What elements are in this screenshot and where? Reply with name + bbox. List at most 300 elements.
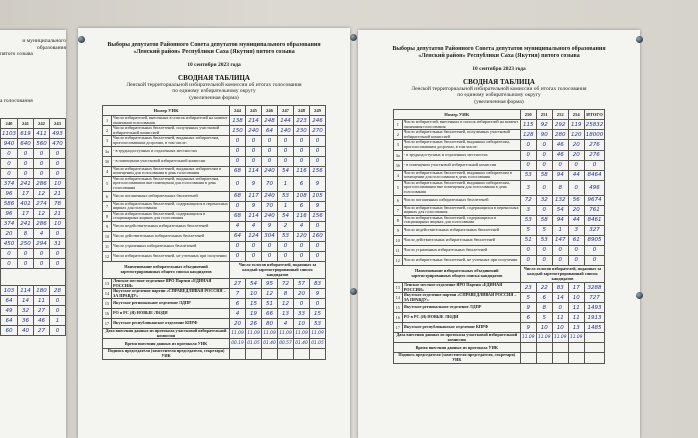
row-number: 8 [103, 211, 112, 221]
cell-value: 17 [18, 209, 34, 219]
cell-value: 44 [568, 215, 584, 225]
footer-label: Дата внесения данных из протокола участковой избирательной комиссии [393, 333, 520, 343]
table-row [103, 211, 326, 221]
footer-label: Подпись председателя (заместителя председателя, секретаря) УИК [103, 349, 230, 359]
cell-value: 240 [246, 126, 262, 136]
table-row [393, 180, 605, 195]
table-row [1, 239, 66, 249]
row-number: 17 [393, 323, 402, 333]
title-line2: «Ленский район» Республики Саха (Якутия) пятого созыва [133, 49, 295, 55]
cell-value: 9 [246, 201, 262, 211]
cell-value: 0 [552, 255, 568, 265]
cell-value: 140 [278, 126, 294, 136]
row-number: 17 [103, 319, 112, 329]
footer-value [568, 353, 584, 363]
table-row [103, 191, 326, 201]
column-header: 247 [278, 106, 294, 116]
vote-count: 13 [568, 323, 584, 333]
cell-value: 0 [50, 169, 66, 179]
party-row [1, 316, 66, 326]
footer-label: Подпись председателя (заместителя председателя, секретаря) УИК [393, 353, 520, 363]
cell-value: 411 [34, 129, 50, 139]
party-row [393, 303, 605, 313]
row-number: 3б [103, 156, 112, 166]
footer-value [310, 349, 326, 359]
column-header: 246 [262, 106, 278, 116]
cell-value: 0 [278, 251, 294, 261]
cell-value: 0 [1, 169, 18, 179]
row-number: 7 [393, 205, 402, 215]
cell-value: 0 [50, 229, 66, 239]
cell-value: 240 [262, 191, 278, 201]
table-row [393, 140, 605, 150]
row-label: Число утраченных избирательных бюллетеней [402, 245, 520, 255]
column-header: 249 [310, 106, 326, 116]
cell-value: 21 [50, 209, 66, 219]
cell-value: 0 [1, 259, 18, 269]
cell-value: 0 [262, 251, 278, 261]
row-number: 13 [393, 282, 402, 292]
table-row [103, 156, 326, 166]
table-row [1, 209, 66, 219]
cell-value: 64 [230, 231, 246, 241]
column-header: 248 [294, 106, 310, 116]
vote-count: 36 [18, 316, 34, 326]
row-label: Число избирательных бюллетеней, выданных избирателям в помещении для голосования в день голосования [402, 170, 520, 180]
vote-count: 32 [18, 306, 34, 316]
cell-value: 8 [552, 180, 568, 195]
footer-value [520, 353, 536, 363]
cell-value: 0 [310, 251, 326, 261]
cell-value: 0 [310, 156, 326, 166]
vote-count: 114 [18, 286, 34, 296]
table-row [103, 126, 326, 136]
table-row [103, 241, 326, 251]
vote-count: 180 [34, 286, 50, 296]
cell-value: 20 [568, 140, 584, 150]
vote-count: 20 [294, 289, 310, 299]
cell-value: 12 [34, 209, 50, 219]
footer-value: 11.09 [536, 333, 552, 343]
row-number: 5 [393, 180, 402, 195]
cell-value: 0 [294, 156, 310, 166]
cell-value: 150 [230, 126, 246, 136]
cell-value: 53 [278, 231, 294, 241]
cell-value: 46 [552, 150, 568, 160]
cell-value: 0 [536, 150, 552, 160]
cell-value: 160 [310, 231, 326, 241]
column-header: 242 [34, 119, 50, 129]
cell-value: 940 [1, 139, 18, 149]
vote-count: 11 [568, 303, 584, 313]
cell-value: 0 [294, 146, 310, 156]
cell-value: 8464 [584, 170, 605, 180]
row-number: 11 [103, 241, 112, 251]
cell-value: 20 [568, 205, 584, 215]
footer-value: 00.19 [230, 339, 246, 349]
cell-value: 9 [246, 176, 262, 191]
footer-value: 00.57 [278, 339, 294, 349]
pin-icon [78, 36, 85, 43]
cell-value: 124 [246, 231, 262, 241]
cell-value: 58 [536, 170, 552, 180]
table-row [1, 149, 66, 159]
table-row [1, 179, 66, 189]
party-row [103, 278, 326, 288]
cell-value: 32 [536, 195, 552, 205]
summary-sub3: (увеличенная форма) [189, 94, 239, 101]
cell-value: 54 [278, 211, 294, 221]
cell-value: 64 [262, 126, 278, 136]
row-number: 1 [103, 116, 112, 126]
cell-value: 115 [520, 120, 536, 130]
cell-value: 0 [34, 249, 50, 259]
cell-value: 0 [50, 159, 66, 169]
vote-count: 10 [552, 323, 568, 333]
cell-value: 292 [552, 120, 568, 130]
party-row [1, 296, 66, 306]
table-row [103, 221, 326, 231]
vote-count: 8 [536, 303, 552, 313]
cell-value: 147 [552, 235, 568, 245]
cell-value: 270 [310, 126, 326, 136]
cell-value: 156 [310, 211, 326, 221]
row-label: Число избирательных бюллетеней, выданных избирателям, проголосовавшим вне помещения для голосования в день голосования [112, 176, 230, 191]
vote-count: 64 [1, 296, 18, 306]
cell-value: 20 [1, 229, 18, 239]
vote-count: 11 [568, 313, 584, 323]
vote-count: 1913 [584, 313, 605, 323]
cell-value: 640 [18, 139, 34, 149]
footer-value [536, 343, 552, 353]
cell-value: 6 [294, 201, 310, 211]
cell-value: 68 [230, 166, 246, 176]
table-row [393, 245, 605, 255]
cell-value: 0 [584, 160, 605, 170]
table-row [103, 231, 326, 241]
cell-value: 0 [230, 176, 246, 191]
footer-row [393, 343, 605, 353]
cell-value: 286 [34, 219, 50, 229]
cell-value: 9 [262, 221, 278, 231]
vote-count: 0 [310, 299, 326, 309]
cell-value: 17 [18, 189, 34, 199]
vote-count: 0 [294, 299, 310, 309]
cell-value: 116 [294, 211, 310, 221]
cell-value: 0 [520, 160, 536, 170]
vote-count: 1485 [584, 323, 605, 333]
row-label: Число недействительных избирательных бюллетеней [402, 225, 520, 235]
cell-value: 156 [310, 166, 326, 176]
table-row [103, 146, 326, 156]
vote-count: 60 [1, 326, 18, 336]
footer-value: 01.40 [262, 339, 278, 349]
cell-value: 496 [584, 180, 605, 195]
column-header: Номер УИК [103, 106, 230, 116]
left-sheet [0, 30, 66, 438]
vote-count: 27 [230, 278, 246, 288]
column-header: 241 [18, 119, 34, 129]
cell-value: 120 [294, 231, 310, 241]
vote-count: 0 [552, 303, 568, 313]
footer-row [103, 349, 326, 359]
summary-title-right: СВОДНАЯ ТАБЛИЦА [463, 77, 535, 86]
vote-count: 27 [34, 306, 50, 316]
cell-value: 0 [34, 259, 50, 269]
cell-value: 0 [278, 146, 294, 156]
vote-count: 53 [310, 319, 326, 329]
cell-value: 470 [50, 139, 66, 149]
row-number: 10 [103, 231, 112, 241]
party-label: Якутское республиканское отделение КПРФ [112, 319, 230, 329]
footer-value [262, 349, 278, 359]
table-row [1, 189, 66, 199]
cell-value: 230 [294, 126, 310, 136]
cell-value: 240 [262, 166, 278, 176]
row-number: 8 [393, 215, 402, 225]
party-row [103, 299, 326, 309]
row-label: Число избирательных бюллетеней, выданных избирателям в помещении для голосования в день голосования [112, 166, 230, 176]
cell-value: 96 [1, 209, 18, 219]
row-label: Число избирательных бюллетеней, содержащихся в переносных ящиках для голосования [113, 200, 228, 211]
party-row [1, 286, 66, 296]
cell-value: 0 [1, 149, 18, 159]
row-number: 6 [103, 191, 112, 201]
cell-value: 4 [34, 229, 50, 239]
row-number: 14 [103, 289, 112, 299]
cell-value: 1103 [2, 130, 16, 137]
vote-count: 10 [568, 293, 584, 303]
table-row [393, 225, 605, 235]
footer-label: Время внесения данных из протокола УИК [393, 343, 520, 353]
cell-value: 0 [278, 241, 294, 251]
cell-value: 0 [50, 149, 66, 159]
row-number: 3б [393, 160, 402, 170]
cell-value: 54 [552, 205, 568, 215]
vote-count: 9 [520, 323, 536, 333]
vote-count: 51 [262, 299, 278, 309]
cell-value: 61 [568, 235, 584, 245]
table-row [1, 259, 66, 269]
footer-value [552, 353, 568, 363]
vote-count: 5 [536, 313, 552, 323]
cell-value: 0 [568, 255, 584, 265]
vote-count: 57 [294, 278, 310, 288]
row-label: Число избирательных бюллетеней, содержащихся в стационарных ящиках для голосования [112, 211, 230, 221]
cell-value: 12 [34, 189, 50, 199]
cell-value: 114 [246, 166, 262, 176]
cell-value: 0 [536, 140, 552, 150]
left-header-line1: и муниципального образования [22, 38, 66, 51]
footer-value [552, 343, 568, 353]
cell-value: 0 [34, 159, 50, 169]
cell-value: 374 [1, 179, 18, 189]
right-results-table [393, 109, 606, 364]
footer-value [294, 349, 310, 359]
row-label: Число избирательных бюллетеней, не учтенных при получении [402, 255, 520, 265]
row-number: 12 [103, 251, 112, 261]
cell-value: 53 [536, 235, 552, 245]
row-number: 7 [103, 201, 112, 211]
row-label: Число избирательных бюллетеней, выданных избирателям, проголосовавшим досрочно, в том числе: [402, 140, 520, 150]
cell-value: 114 [246, 211, 262, 221]
cell-value: 0 [278, 156, 294, 166]
row-label: Число избирателей, внесенных в список избирателей на момент окончания голосования [112, 116, 230, 126]
cell-value: 0 [230, 251, 246, 261]
cell-value: 0 [18, 249, 34, 259]
column-header: 254 [568, 110, 584, 120]
cell-value: 138 [230, 116, 246, 126]
row-label: - в помещении участковой избирательной комиссии [112, 156, 230, 166]
column-header: 243 [50, 119, 66, 129]
table-row [1, 139, 66, 149]
cell-value: 53 [520, 170, 536, 180]
footer-value [536, 353, 552, 363]
row-label: Число избирательных бюллетеней, содержащихся в переносных ящиках для голосования [403, 204, 519, 215]
cell-value: 119 [568, 120, 584, 130]
table-row [1, 229, 66, 239]
cell-value: 8905 [584, 235, 605, 245]
row-number: 6 [393, 195, 402, 205]
cell-value: 0 [568, 180, 584, 195]
cell-value: 586 [1, 199, 18, 209]
cell-value: 117 [246, 191, 262, 201]
parties-header-row [103, 261, 326, 278]
cell-value: 116 [294, 166, 310, 176]
row-number: 3а [393, 150, 402, 160]
parties-header-left: Наименование избирательных объединений зарегистрированных общего списка кандидатов [103, 261, 230, 278]
cell-value: 72 [520, 195, 536, 205]
row-label: Число избирательных бюллетеней, содержащихся в стационарных ящиках для голосования [402, 215, 520, 225]
cell-value: 0 [18, 259, 34, 269]
cell-value: 132 [552, 195, 568, 205]
row-label: Число избирательных бюллетеней, полученных участковой избирательной комиссией [402, 130, 520, 140]
table-row [393, 170, 605, 180]
table-row [393, 160, 605, 170]
cell-value: 0 [18, 159, 34, 169]
cell-value: 250 [18, 239, 34, 249]
column-header: 240 [1, 119, 18, 129]
table-row [393, 195, 605, 205]
cell-value: 56 [568, 195, 584, 205]
party-label: Якутское республиканское отделение КПРФ [402, 323, 520, 333]
parties-header-right: Число голосов избирателей, поданных за каждый зарегистрированный список кандидатов [520, 265, 605, 282]
vote-count: 7 [230, 289, 246, 299]
cell-value: 276 [584, 150, 605, 160]
summary-sub2: по единому избирательному округу [172, 88, 256, 94]
cell-value: 248 [262, 116, 278, 126]
vote-count: 49 [1, 306, 18, 316]
table-row [393, 130, 605, 140]
cell-value: 0 [1, 159, 18, 169]
vote-count: 20 [230, 319, 246, 329]
row-number: 15 [103, 299, 112, 309]
cell-value: 31 [50, 239, 66, 249]
vote-count: 0 [50, 306, 66, 316]
footer-value [584, 353, 605, 363]
cell-value: 44 [568, 170, 584, 180]
table-row [103, 136, 326, 146]
vote-count: 4 [278, 319, 294, 329]
cell-value: 0 [50, 259, 66, 269]
row-label: Число избирательных бюллетеней, не учтенных при получении [112, 251, 230, 261]
vote-count: 83 [310, 278, 326, 288]
footer-value [246, 349, 262, 359]
footer-value [520, 343, 536, 353]
row-number: 10 [393, 235, 402, 245]
vote-count: 0 [50, 296, 66, 306]
middle-results-table [102, 105, 326, 360]
row-number: 1 [393, 120, 402, 130]
vote-count: 12 [262, 289, 278, 299]
cell-value: 10 [50, 179, 66, 189]
cell-value: 0 [520, 150, 536, 160]
cell-value: 3 [520, 180, 536, 195]
cell-value: 450 [1, 239, 18, 249]
cell-value: 0 [246, 241, 262, 251]
table-row [393, 235, 605, 245]
table-row [103, 166, 326, 176]
cell-value: 241 [18, 219, 34, 229]
column-header: Номер УИК [393, 110, 520, 120]
cell-value: 0 [520, 255, 536, 265]
row-label: Число избирательных бюллетеней, выданных избирателям, проголосовавшим досрочно, в том числе: [112, 136, 230, 146]
title-line1-right: Выборы депутатов Районного Совета депутатов муниципального образования [392, 46, 606, 52]
vote-count: 22 [536, 282, 552, 292]
cell-value: 1 [278, 201, 294, 211]
cell-value: 21 [50, 189, 66, 199]
cell-value: 6 [294, 176, 310, 191]
row-label: - в труднодоступных и отдаленных местностях [112, 146, 230, 156]
vote-count: 72 [278, 278, 294, 288]
vote-count: 40 [18, 326, 34, 336]
table-row [103, 201, 326, 211]
pin-icon [350, 288, 357, 295]
cell-value: 8461 [584, 215, 605, 225]
election-date-right: 10 сентября 2023 года [472, 66, 526, 72]
vote-count: 10 [246, 289, 262, 299]
cell-value: 0 [310, 146, 326, 156]
row-label: - в труднодоступных и отдаленных местностях [402, 150, 520, 160]
footer-row [393, 353, 605, 363]
row-number: 4 [103, 166, 112, 176]
row-label: Число избирателей, внесенных в список избирателей на момент окончания голосования [402, 120, 520, 130]
vote-count: 9 [310, 289, 326, 299]
cell-value: 0 [536, 160, 552, 170]
footer-value: 11.09 [262, 329, 278, 339]
row-number: 3 [103, 136, 112, 146]
table-row [103, 176, 326, 191]
cell-value: 4 [294, 221, 310, 231]
cell-value: 1 [278, 176, 294, 191]
cell-value: 286 [34, 179, 50, 189]
footer-value [278, 349, 294, 359]
parties-header-right: Число голосов избирателей, поданных за каждый зарегистрированный список кандидатов [230, 261, 326, 278]
cell-value: 51 [520, 235, 536, 245]
vote-count: 54 [246, 278, 262, 288]
footer-value: 11.09 [552, 333, 568, 343]
table-row [1, 169, 66, 179]
cell-value: 5 [520, 225, 536, 235]
cell-value: 0 [262, 241, 278, 251]
left-results-table [0, 118, 66, 336]
row-number: 9 [393, 225, 402, 235]
cell-value: 25832 [584, 120, 605, 130]
footer-row [103, 329, 326, 339]
cell-value: 0 [552, 160, 568, 170]
footer-value: 11.09 [278, 329, 294, 339]
cell-value: 18000 [584, 130, 605, 140]
